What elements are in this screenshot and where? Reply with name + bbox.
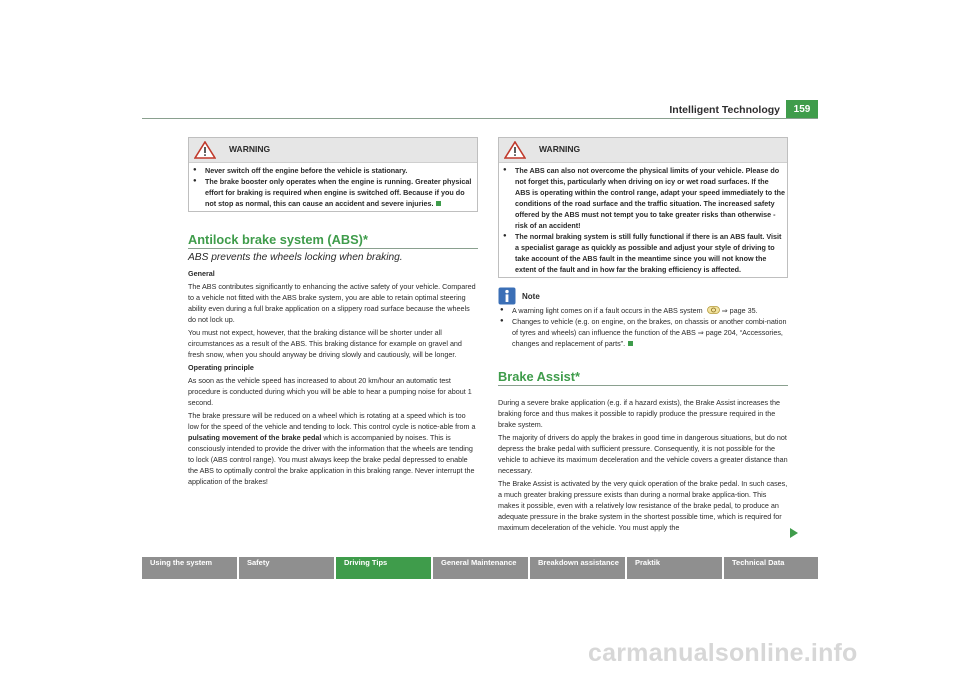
paragraph: The Brake Assist is activated by the very quick operation of the brake pedal. In such cases, a much greater braking pressure exists than during a normal brake applica-tion. This makes it possible, even with a relatively low resistance of the brake pedal, to produce an adequate pressure in the brake system in the shortest possible time, which is required for maximum deceleration of the vehicle. You must apply the <box>498 479 788 532</box>
warning-body <box>189 163 477 211</box>
left-column <box>188 137 478 489</box>
paragraph-text: The brake pressure will be reduced on a wheel which is rotating at a speed which is too low for the speed of the vehicle and tending to lock. This control cycle is notice-able from a <box>188 411 476 431</box>
tab-safety[interactable]: Safety <box>239 557 334 579</box>
subheading-general: General <box>188 269 215 278</box>
section-rule <box>188 248 478 249</box>
tab-general-maintenance[interactable]: General Maintenance <box>433 557 528 579</box>
warning-item: ● The normal braking system is still fully functional if there is an ABS fault. Visit a specialist garage as quickly as possible and adjust your style of driving to take account of the ABS fault in the meantime since you will not know the extent of the fault and in how far the braking efficiency is affected. <box>501 231 785 275</box>
abs-warning-light-icon <box>707 306 720 314</box>
tab-praktik[interactable]: Praktik <box>627 557 722 579</box>
chapter-title: Intelligent Technology <box>669 104 780 116</box>
warning-item <box>191 176 475 209</box>
warning-header <box>189 138 477 163</box>
paragraph <box>188 410 478 487</box>
end-marker <box>436 201 441 206</box>
warning-item: ● Never switch off the engine before the vehicle is stationary. <box>191 165 475 176</box>
section-rule <box>498 385 788 386</box>
warning-item-text: The brake booster only operates when the engine is running. Greater physical effort for braking is required when engine is switched off. Because if you do not stop as normal, this can cause an accident and severe injuries. <box>205 177 472 208</box>
paragraph: During a severe brake application (e.g. if a hazard exists), the Brake Assist increases the braking force and thus makes it possible to rapidly produce the pressure required in the brake system. <box>498 398 781 429</box>
section-lede: ABS prevents the wheels locking when braking. <box>188 252 403 263</box>
warning-body <box>499 163 787 277</box>
warning-box <box>188 137 478 212</box>
footer-navigation <box>142 557 818 579</box>
spacer <box>498 389 788 397</box>
note-text: A warning light comes on if a fault occurs in the ABS system <box>512 306 703 315</box>
section-heading: Antilock brake system (ABS)* <box>188 232 368 247</box>
tab-using-the-system[interactable]: Using the system <box>142 557 237 579</box>
section-heading: Brake Assist* <box>498 369 581 384</box>
paragraph: As soon as the vehicle speed has increased to about 20 km/hour an automatic test procedure is conducted during which you will be able to hear a pumping noise for about 1 second. <box>188 376 472 407</box>
warning-box <box>498 137 788 278</box>
warning-title: WARNING <box>539 144 581 154</box>
warning-header <box>499 138 787 163</box>
note-item <box>498 305 788 316</box>
paragraph: The ABS contributes significantly to enhancing the active safety of your vehicle. Compared to a vehicle not fitted with the ABS brake system, you are able to retain optimal steering ability even during a full brake application on a slippery road surface because the wheels do not lock up. <box>188 282 476 324</box>
right-column <box>498 137 788 535</box>
warning-item: ● The ABS can also not overcome the physical limits of your vehicle. Please do not forget this, particularly when driving on icy or wet road surfaces. If the ABS is operating within the control range, adapt your speed immediately to the conditions of the road surface and the traffic situation. The increased safety offered by the ABS must not tempt you to take greater risks than otherwise - risk of an accident! <box>501 165 785 231</box>
next-page-arrow-icon[interactable] <box>789 527 799 539</box>
paragraph-text: which is accompanied by noises. This is consciously intended to provide the driver with the information that the wheels are tending to lock (ABS control range). You must always keep the brake pedal depressed to enable the ABS to optimally control the brake application in this braking range. Never interrupt the application of the brakes! <box>188 433 475 486</box>
note-item <box>498 316 788 349</box>
note-title: Note <box>522 292 540 301</box>
subheading-operating-principle: Operating principle <box>188 363 254 372</box>
tab-technical-data[interactable]: Technical Data <box>724 557 818 579</box>
header-rule <box>142 118 818 119</box>
watermark: carmanualsonline.info <box>588 639 858 667</box>
warning-triangle-icon <box>194 141 216 159</box>
note-text: Changes to vehicle (e.g. on engine, on the brakes, on chassis or another combi-nation of tyres and wheels) can influence the function of the ABS ⇒ page 204, “Accessories, changes and replacement of parts”. <box>512 317 787 348</box>
page-number: 159 <box>786 100 818 119</box>
note-header <box>498 286 788 305</box>
warning-triangle-icon <box>504 141 526 159</box>
tab-driving-tips[interactable]: Driving Tips <box>336 557 431 579</box>
paragraph-emphasis: pulsating movement of the brake pedal <box>188 433 322 442</box>
end-marker <box>628 341 633 346</box>
info-icon <box>498 287 516 305</box>
paragraph: The majority of drivers do apply the brakes in good time in dangerous situations, but do not depress the brake pedal with sufficient pressure. Consequently, it is not possible for the vehicle to achieve its maximum deceleration and the vehicle covers a greater distance than necessary. <box>498 433 788 475</box>
note-page-link[interactable]: ⇒ page 35. <box>721 306 758 315</box>
tab-breakdown-assistance[interactable]: Breakdown assistance <box>530 557 625 579</box>
warning-title: WARNING <box>229 144 271 154</box>
paragraph: You must not expect, however, that the braking distance will be shorter under all circumstances as a result of the ABS. This braking distance for example on gravel and fresh snow, when you should anyway be driving slowly and cautiously, will be longer. <box>188 328 462 359</box>
